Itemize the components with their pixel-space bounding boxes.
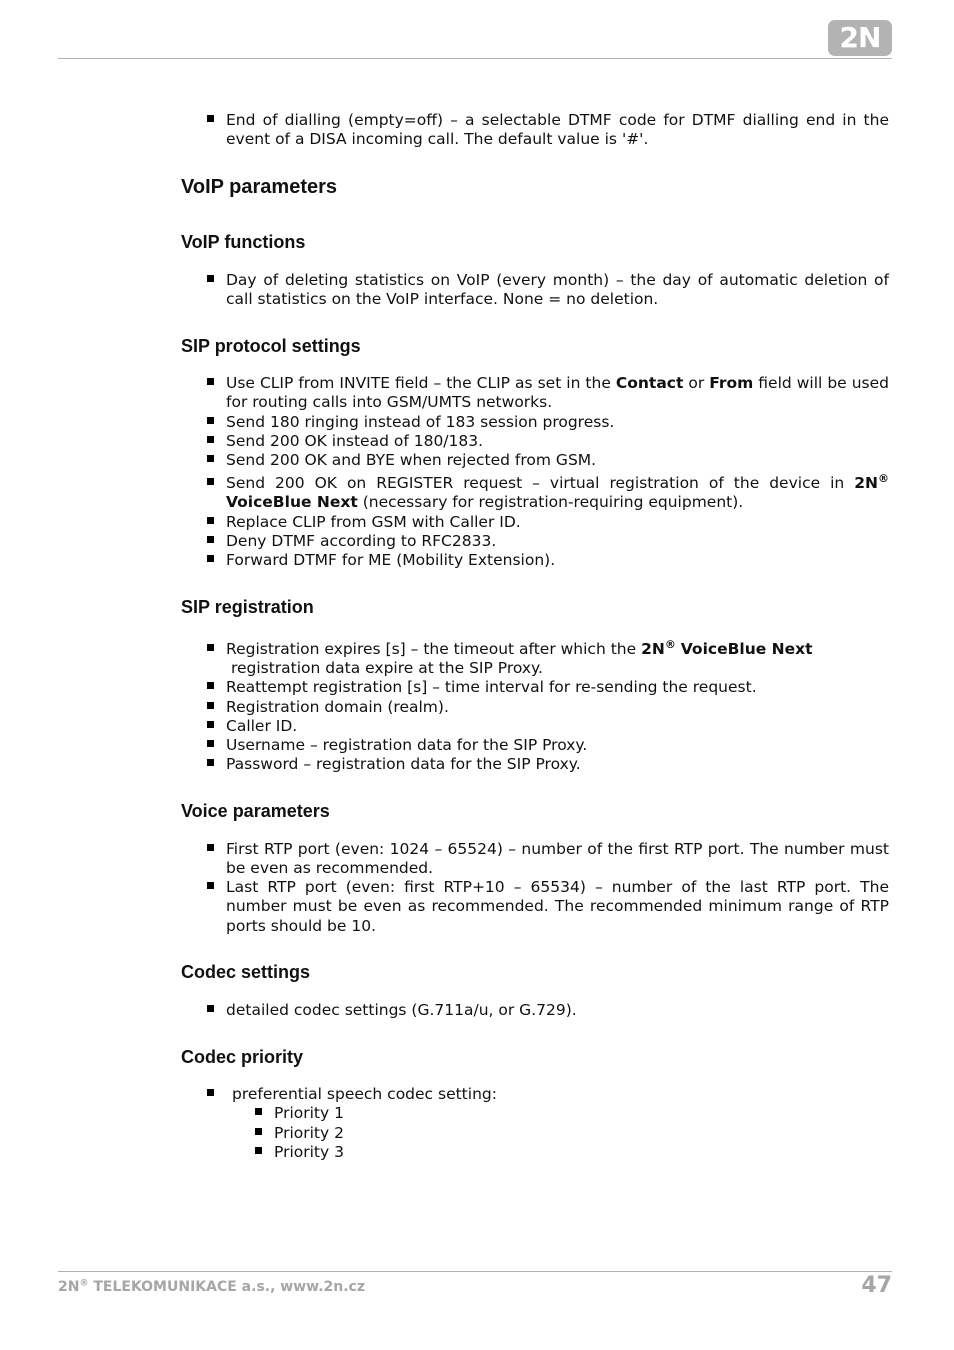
- list-item: Send 180 ringing instead of 183 session progress.: [226, 413, 889, 432]
- heading-sip-protocol: SIP protocol settings: [181, 336, 361, 356]
- heading-voip-functions: VoIP functions: [181, 232, 306, 252]
- footer-company: [58, 1279, 365, 1295]
- list-item: Forward DTMF for ME (Mobility Extension).: [226, 551, 889, 570]
- list-item: Username – registration data for the SIP Proxy.: [226, 736, 889, 755]
- contact-field-label: Contact: [615, 374, 684, 392]
- header-divider: [58, 58, 892, 59]
- list-item: detailed codec settings (G.711a/u, or G.729).: [226, 1001, 889, 1020]
- list-item: Replace CLIP from GSM with Caller ID.: [226, 513, 889, 532]
- list-item: Priority 3: [274, 1143, 774, 1162]
- list-item: Send 200 OK and BYE when rejected from GSM.: [226, 451, 889, 470]
- section-title: VoIP parameters: [181, 176, 338, 198]
- list-item: Password – registration data for the SIP Proxy.: [226, 755, 889, 774]
- footer-company-text: TELEKOMUNIKACE a.s., www.2n.cz: [88, 1279, 365, 1295]
- list-item: Caller ID.: [226, 717, 889, 736]
- list-item: Day of deleting statistics on VoIP (every month) – the day of automatic deletion of call statistics on the VoIP interface. None = no deletion.: [226, 271, 889, 309]
- list-item: preferential speech codec setting:: [226, 1085, 889, 1104]
- list-item: Send 200 OK instead of 180/183.: [226, 432, 889, 451]
- registered-mark: ®: [878, 471, 889, 485]
- registered-mark: ®: [664, 637, 676, 651]
- heading-voice-parameters: Voice parameters: [181, 801, 330, 821]
- footer-divider: [58, 1271, 892, 1272]
- item-text: Registration expires [s] – the timeout after which the: [226, 640, 642, 658]
- list-item: [226, 374, 889, 413]
- list-item: First RTP port (even: 1024 – 65524) – number of the first RTP port. The number must be even as recommended.: [226, 840, 889, 878]
- item-text: field will be used for routing calls into GSM/UMTS networks.: [226, 374, 889, 412]
- list-item: Reattempt registration [s] – time interval for re-sending the request.: [226, 678, 889, 697]
- heading-sip-registration: SIP registration: [181, 597, 314, 617]
- from-field-label: From: [709, 374, 754, 392]
- item-text: (necessary for registration-requiring equipment).: [357, 493, 744, 512]
- footer-registered-mark: ®: [79, 1278, 89, 1289]
- list-item: [226, 471, 889, 513]
- item-text: registration data expire at the SIP Proxy.: [230, 659, 543, 678]
- list-item: End of dialling (empty=off) – a selectable DTMF code for DTMF dialling end in the event of a DISA incoming call. The default value is '#'.: [226, 111, 889, 149]
- brand-2n: 2N: [641, 640, 665, 658]
- product-name: VoiceBlue Next: [680, 640, 813, 658]
- list-item: Priority 2: [274, 1124, 774, 1143]
- item-text: Send 200 OK on REGISTER request – virtual registration of the device in: [226, 474, 855, 492]
- list-item: Registration domain (realm).: [226, 698, 889, 717]
- heading-codec-settings: Codec settings: [181, 962, 311, 982]
- page-number: 47: [861, 1273, 892, 1298]
- brand-2n: 2N: [854, 474, 878, 492]
- list-item: Deny DTMF according to RFC2833.: [226, 532, 889, 551]
- list-item: Priority 1: [274, 1104, 774, 1123]
- footer-brand: 2N: [58, 1279, 80, 1295]
- 2n-logo: 2N: [828, 20, 892, 56]
- product-name: VoiceBlue Next: [226, 493, 358, 512]
- list-item: [226, 637, 889, 679]
- item-text: or: [683, 374, 710, 392]
- item-text: Use CLIP from INVITE field – the CLIP as set in the: [226, 374, 616, 392]
- heading-codec-priority: Codec priority: [181, 1047, 304, 1067]
- list-item: Last RTP port (even: first RTP+10 – 65534) – number of the last RTP port. The number must be even as recommended. The recommended minimum range of RTP ports should be 10.: [226, 878, 889, 935]
